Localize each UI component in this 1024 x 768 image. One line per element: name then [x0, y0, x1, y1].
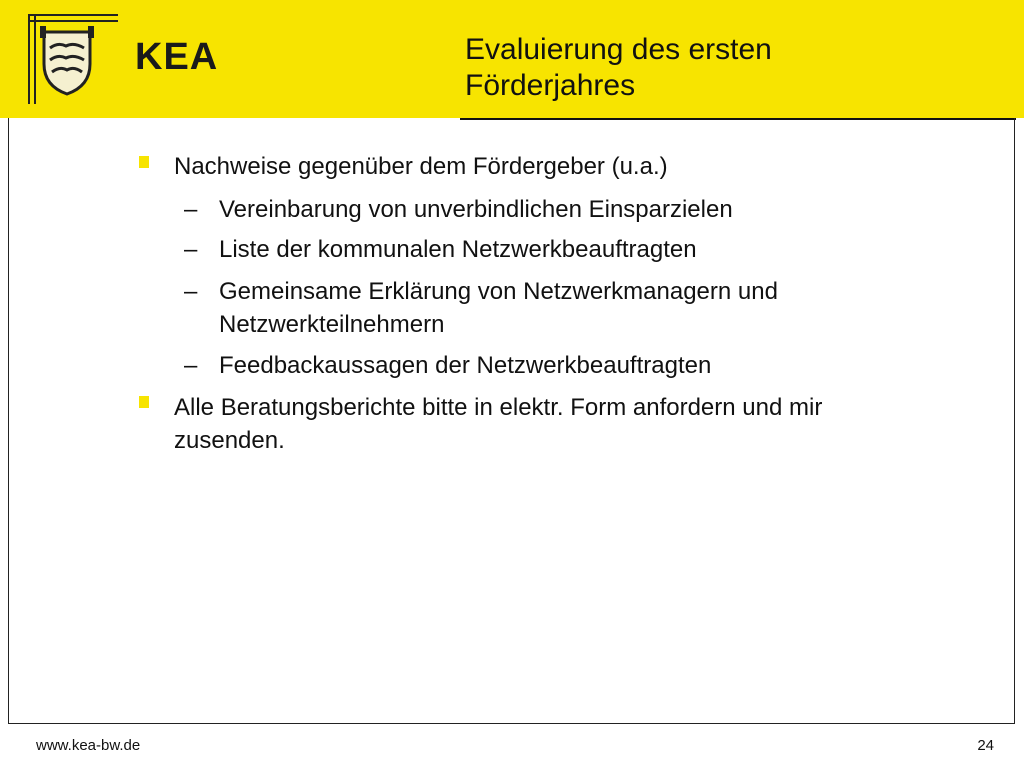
- brand-logo: KEA: [135, 36, 219, 78]
- dash-icon: –: [184, 236, 198, 263]
- page-number: 24: [977, 737, 994, 754]
- bullet-item: Nachweise gegenüber dem Fördergeber (u.a.): [174, 153, 668, 180]
- bullet-item: Alle Beratungsberichte bitte in elektr. Form anfordern und mir: [174, 394, 823, 421]
- slide-title-line-1: Evaluierung des ersten: [465, 33, 772, 66]
- footer-url: www.kea-bw.de: [36, 737, 141, 754]
- sub-bullet-item: Gemeinsame Erklärung von Netzwerkmanagern und: [219, 278, 778, 305]
- sub-bullet-item: Liste der kommunalen Netzwerkbeauftragten: [219, 236, 697, 263]
- slide-title: [465, 32, 1005, 104]
- dash-icon: –: [184, 196, 198, 223]
- sub-bullet-item: Vereinbarung von unverbindlichen Einsparzielen: [219, 196, 733, 223]
- dash-icon: –: [184, 352, 198, 379]
- bullet-item-continued: zusenden.: [174, 427, 285, 454]
- slide-title-line-2: Förderjahres: [465, 69, 636, 102]
- sub-bullet-item-continued: Netzwerkteilnehmern: [219, 311, 445, 338]
- bullet-square-icon: [139, 156, 149, 168]
- coat-of-arms-icon: [36, 24, 98, 98]
- dash-icon: –: [184, 278, 198, 305]
- sub-bullet-item: Feedbackaussagen der Netzwerkbeauftragten: [219, 352, 712, 379]
- bullet-square-icon: [139, 396, 149, 408]
